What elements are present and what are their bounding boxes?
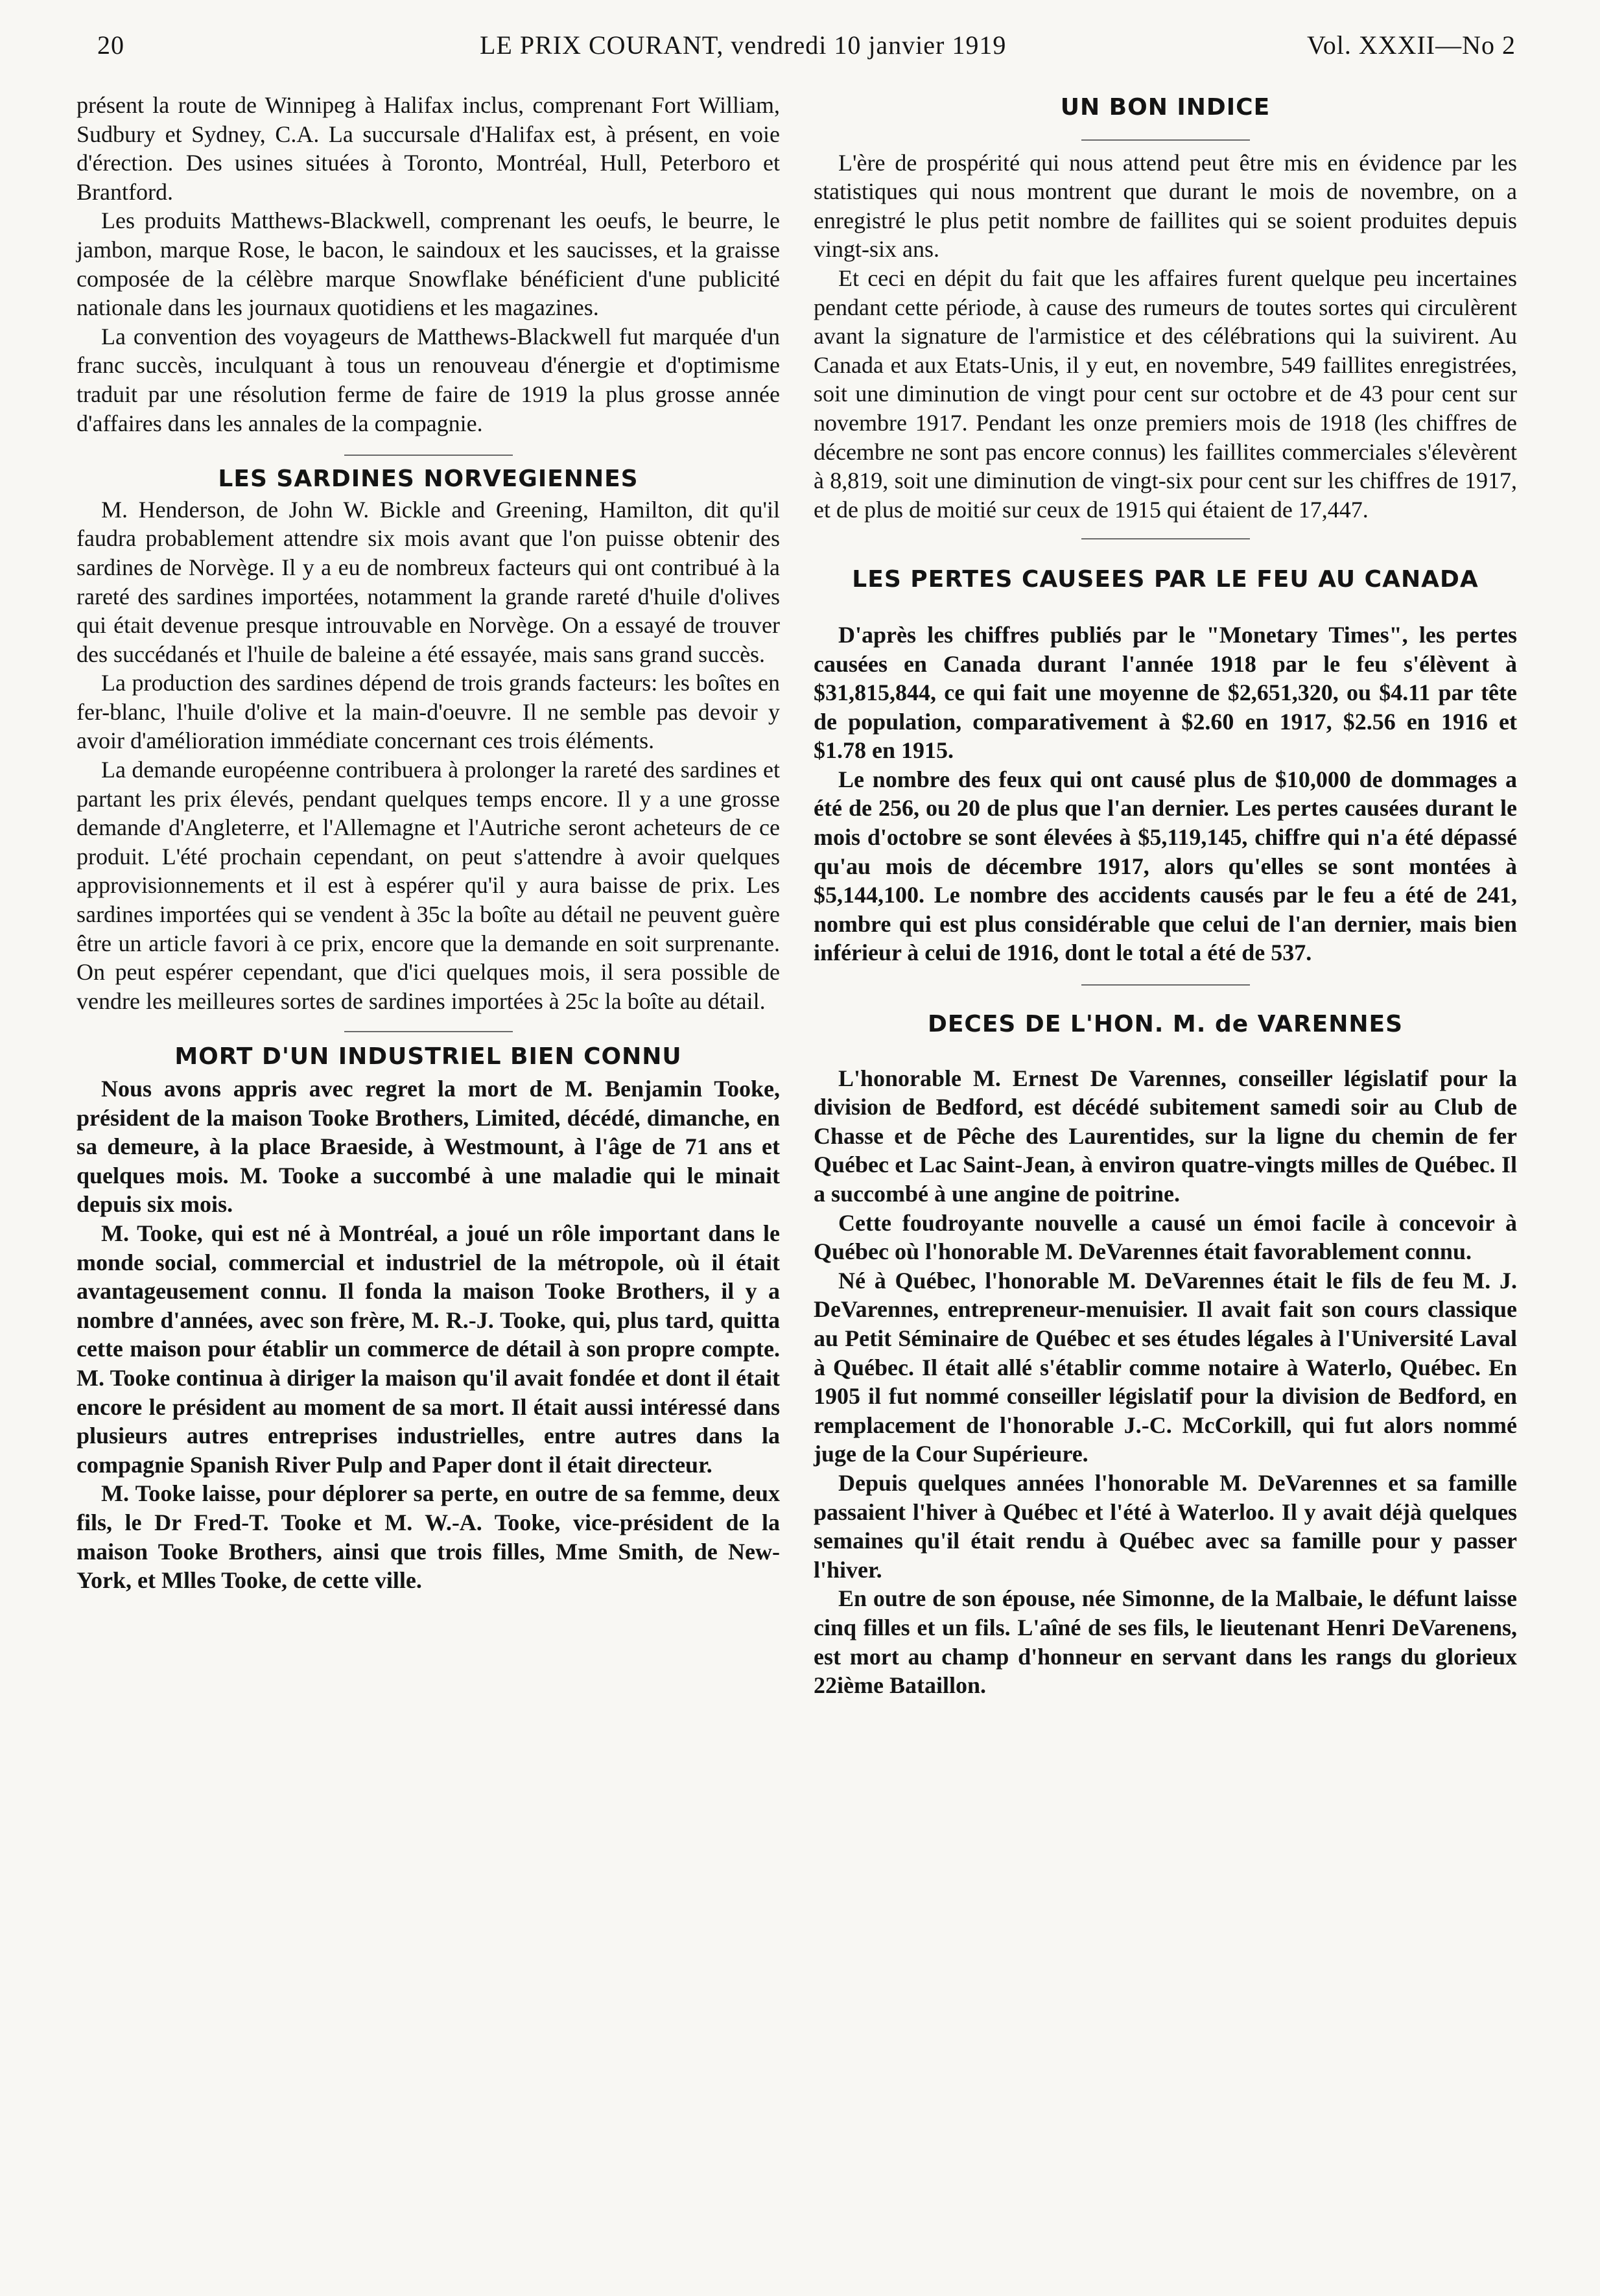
section-divider [344, 455, 513, 456]
headline-sardines: LES SARDINES NORVEGIENNES [218, 466, 639, 493]
article-paragraph: En outre de son épouse, née Simonne, de la Malbaie, le défunt laisse cinq filles et un fils. L'aîné de ses fils, le lieutenant Henri DeVarenens, est mort au champ d'honneur en servant dans les rangs du glorieux 22ième Bataillon. [814, 1585, 1517, 1699]
article-paragraph: Né à Québec, l'honorable M. DeVarennes était le fils de feu M. J. DeVarennes, entrepreneur-menuisier. Il avait fait son cours classique au Petit Séminaire de Québec et ses études légales à l'Université Laval à Québec. Il était allé s'établir comme notaire à Waterlo, Québec. En 1905 il fut nommé conseiller législatif pour la division de Bedford, en remplacement de l'honorable J.-C. McCorkill, qui fut alors nommé juge de la Cour Supérieure. [814, 1267, 1517, 1467]
article-paragraph: présent la route de Winnipeg à Halifax inclus, comprenant Fort William, Sudbury et Sydney, C.A. La succursale d'Halifax est, à présent, en voie d'érection. Des usines situées à Toronto, Montréal, Hull, Peterboro et Brantford. [76, 92, 780, 205]
article-paragraph: M. Tooke laisse, pour déplorer sa perte, en outre de sa femme, deux fils, le Dr Fred-T. Tooke et M. W.-A. Tooke, vice-président de la maison Tooke Brothers, ainsi que trois filles, Mme Smith, de New-York, et Mlles Tooke, de cette ville. [76, 1480, 780, 1594]
section-divider [1081, 538, 1250, 539]
section-divider [1081, 139, 1250, 141]
page-number: 20 [97, 30, 124, 60]
headline-pertes: LES PERTES CAUSEES PAR LE FEU AU CANADA [852, 566, 1479, 593]
article-paragraph: M. Tooke, qui est né à Montréal, a joué un rôle important dans le monde social, commercial et industriel de la métropole, où il était avantageusement connu. Il fonda la maison Tooke Brothers, il y a nombre d'années, avec son frère, M. R.-J. Tooke, qui, plus tard, quitta cette maison pour établir un commerce de détail à son propre compte. M. Tooke continua à diriger la maison qu'il avait fondée et dont il était encore le président au moment de sa mort. Il était aussi intéressé dans plusieurs autres entreprises industrielles, entre autres dans la compagnie Spanish River Pulp and Paper dont il était directeur. [76, 1220, 780, 1478]
left-column [76, 91, 780, 1595]
article-paragraph: Le nombre des feux qui ont causé plus de $10,000 de dommages a été de 256, ou 20 de plus que l'an dernier. Les pertes causées durant le mois d'octobre se sont élevées à $5,119,145, chiffre qui n'a été dépassé qu'au mois de décembre 1917, alors qu'elles se sont montées à $5,144,100. Le nombre des accidents causés par le feu a été de 241, nombre qui est plus considérable que celui de l'an dernier, mais bien inférieur à celui de 1916, dont le total a été de 537. [814, 766, 1517, 966]
article-paragraph: Les produits Matthews-Blackwell, comprenant les oeufs, le beurre, le jambon, marque Rose, le bacon, le saindoux et les saucisses, et la graisse composée de la célèbre marque Snowflake bénéficient d'une publicité nationale dans les journaux quotidiens et les magazines. [76, 207, 780, 321]
volume-number: Vol. XXXII—No 2 [1306, 30, 1516, 60]
article-paragraph: Nous avons appris avec regret la mort de M. Benjamin Tooke, président de la maison Tooke Brothers, Limited, décédé, dimanche, en sa demeure, à la place Braeside, à Westmount, à l'âge de 71 ans et quelques mois. M. Tooke a succombé à une maladie qui le minait depuis six mois. [76, 1076, 780, 1218]
section-divider [344, 1031, 513, 1032]
publication-title: LE PRIX COURANT, vendredi 10 janvier 1919 [480, 30, 1007, 60]
headline-varennes: DECES DE L'HON. M. de VARENNES [927, 1011, 1404, 1038]
article-paragraph: Cette foudroyante nouvelle a causé un émoi facile à concevoir à Québec où l'honorable M. DeVarennes était favorablement connu. [814, 1209, 1517, 1265]
article-paragraph: D'après les chiffres publiés par le "Monetary Times", les pertes causées en Canada durant l'année 1918 par le feu s'élèvent à $31,815,844, ce qui fait une moyenne de $2,651,320, ou $4.11 par tête de population, comparativement à $2.60 en 1917, $2.56 en 1916 et $1.78 en 1915. [814, 621, 1517, 764]
section-divider [1081, 984, 1250, 986]
headline-indice: UN BON INDICE [1060, 94, 1271, 121]
article-paragraph: La demande européenne contribuera à prolonger la rareté des sardines et partant les prix élevés, pendant quelques temps encore. Il y a une grosse demande d'Angleterre, et l'Allemagne et l'Autriche seront acheteurs de ce produit. L'été prochain cependant, on peut s'attendre à avoir quelques approvisionnements et il est à espérer qu'il y aura baisse de prix. Les sardines importées qui se vendent à 35c la boîte au détail ne peuvent guère être un article favori à ce prix, encore que la demande en soit surprenante. On peut espérer cependant, que d'ici quelques mois, il sera possible de vendre les meilleures sortes de sardines importées à 25c la boîte au détail. [76, 757, 780, 1014]
article-paragraph: La convention des voyageurs de Matthews-Blackwell fut marquée d'un franc succès, inculquant à tous un renouveau d'énergie et d'optimisme traduit par une résolution ferme de faire de 1919 la plus grosse année d'affaires dans les annales de la compagnie. [76, 323, 780, 436]
article-paragraph: La production des sardines dépend de trois grands facteurs: les boîtes en fer-blanc, l'huile d'olive et la main-d'oeuvre. Il ne semble pas devoir y avoir d'amélioration immédiate concernant ces trois éléments. [76, 670, 780, 754]
article-paragraph: L'honorable M. Ernest De Varennes, conseiller législatif pour la division de Bedford, est décédé subitement samedi soir au Club de Chasse et de Pêche des Laurentides, sur la ligne du chemin de fer Québec et Lac Saint-Jean, à environ quatre-vingts milles de Québec. Il a succombé à une angine de poitrine. [814, 1065, 1517, 1207]
headline-industriel: MORT D'UN INDUSTRIEL BIEN CONNU [174, 1043, 682, 1071]
article-paragraph: Depuis quelques années l'honorable M. DeVarennes et sa famille passaient l'hiver à Québec et l'été à Waterloo. Il y avait déjà quelques semaines qu'il était rendu à Québec avec sa famille pour y passer l'hiver. [814, 1469, 1517, 1583]
page-header [97, 25, 1516, 70]
article-paragraph: Et ceci en dépit du fait que les affaires furent quelque peu incertaines pendant cette période, à cause des rumeurs de toutes sortes qui circulèrent avant la signature de l'armistice et des célébrations qui la suivirent. Au Canada et aux Etats-Unis, il y eut, en novembre, 549 faillites enregistrées, soit une diminution de vingt pour cent sur octobre et de 43 pour cent sur novembre 1917. Pendant les onze premiers mois de 1918 (les chiffres de décembre ne sont pas encore connus) les faillites commerciales s'élevèrent à 8,819, soit une diminution de vingt-six pour cent sur les chiffres de 1917, et de plus de moitié sur ceux de 1915 qui étaient de 17,447. [814, 265, 1517, 523]
right-column [814, 91, 1517, 1700]
article-paragraph: M. Henderson, de John W. Bickle and Greening, Hamilton, dit qu'il faudra probablement attendre six mois avant que l'on puisse obtenir des sardines de Norvège. Il y a eu de nombreux facteurs qui ont contribué à la rareté des sardines importées, notamment la grande rareté d'huile d'olives qui était devenue presque introuvable en Norvège. On a essayé de trouver des succédanés et l'huile de baleine a été essayée, mais sans grand succès. [76, 496, 780, 667]
article-paragraph: L'ère de prospérité qui nous attend peut être mis en évidence par les statistiques qui nous montrent que durant le mois de novembre, on a enregistré le plus petit nombre de faillites qui se soient produites depuis vingt-six ans. [814, 149, 1517, 263]
